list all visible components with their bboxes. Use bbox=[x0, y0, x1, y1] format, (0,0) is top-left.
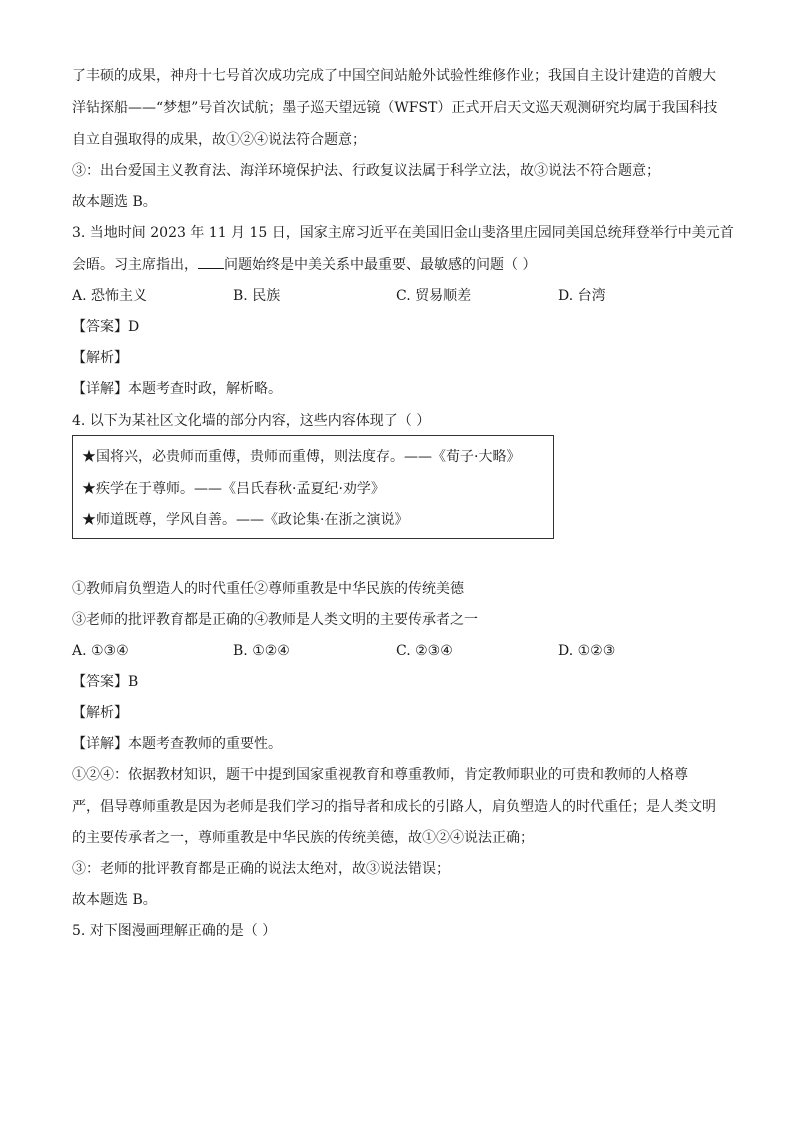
conclusion-line: 故本题选 B。 bbox=[72, 194, 157, 210]
option-d: D. 台湾 bbox=[558, 288, 606, 304]
paragraph-line: 了丰硕的成果，神舟十七号首次成功完成了中国空间站舱外试验性维修作业；我国自主设计建造的首艘大 bbox=[72, 68, 716, 84]
option-a: A. 恐怖主义 bbox=[72, 288, 148, 304]
stem-part: 会晤。习主席指出， bbox=[72, 257, 198, 273]
answer-label: 【答案】D bbox=[72, 319, 140, 335]
culture-wall-box bbox=[72, 435, 554, 539]
paragraph-line: ③：出台爱国主义教育法、海洋环境保护法、行政复议法属于科学立法，故③说法不符合题意； bbox=[72, 163, 660, 179]
paragraph-line: 自立自强取得的成果，故①②④说法符合题意； bbox=[72, 132, 366, 148]
option-d: D. ①②③ bbox=[558, 643, 616, 659]
question-stem-continued bbox=[72, 254, 536, 275]
option-a: A. ①③④ bbox=[72, 643, 129, 659]
analysis-label: 【解析】 bbox=[72, 350, 128, 366]
detail-text: 【详解】本题考查教师的重要性。 bbox=[72, 736, 282, 752]
conclusion-line: 故本题选 B。 bbox=[72, 892, 157, 908]
answer-options bbox=[72, 641, 712, 661]
detail-text: 【详解】本题考查时政，解析略。 bbox=[72, 381, 282, 397]
statement-line: ③老师的批评教育都是正确的④教师是人类文明的主要传承者之一 bbox=[72, 612, 478, 628]
paragraph-line: 洋钻探船——“梦想”号首次试航；墨子巡天望远镜（WFST）正式开启天文巡天观测研究均属于我国科技 bbox=[72, 100, 718, 116]
statement-line: ①教师肩负塑造人的时代重任②尊师重教是中华民族的传统美德 bbox=[72, 581, 464, 597]
option-b: B. 民族 bbox=[233, 288, 281, 304]
explanation-line: ①②④：依据教材知识，题干中提到国家重视教育和尊重教师，肯定教师职业的可贵和教师的人格尊 bbox=[72, 767, 688, 783]
answer-options bbox=[72, 286, 712, 306]
question-stem: 4. 以下为某社区文化墙的部分内容，这些内容体现了（ ） bbox=[72, 413, 431, 429]
fill-blank bbox=[198, 254, 224, 269]
explanation-line: 的主要传承者之一，尊师重教是中华民族的传统美德，故①②④说法正确； bbox=[72, 830, 534, 846]
quote-line: ★国将兴，必贵师而重傅，贵师而重傅，则法度存。——《荀子·大略》 bbox=[82, 449, 521, 465]
stem-part: 问题始终是中美关系中最重要、最敏感的问题（ ） bbox=[224, 257, 537, 273]
option-b: B. ①②④ bbox=[233, 643, 290, 659]
option-c: C. ②③④ bbox=[396, 643, 453, 659]
analysis-label: 【解析】 bbox=[72, 705, 128, 721]
explanation-line: 严，倡导尊师重教是因为老师是我们学习的指导者和成长的引路人，肩负塑造人的时代重任；是人类文明 bbox=[72, 799, 716, 815]
answer-label: 【答案】B bbox=[72, 674, 139, 690]
question-stem: 5. 对下图漫画理解正确的是（ ） bbox=[72, 923, 277, 939]
question-stem: 3. 当地时间 2023 年 11 月 15 日，国家主席习近平在美国旧金山斐洛里庄园同美国总统拜登举行中美元首 bbox=[72, 225, 734, 241]
explanation-line: ③：老师的批评教育都是正确的说法太绝对，故③说法错误； bbox=[72, 861, 450, 877]
option-c: C. 贸易顺差 bbox=[396, 288, 472, 304]
quote-line: ★疾学在于尊师。——《吕氏春秋·孟夏纪·劝学》 bbox=[82, 481, 385, 497]
quote-line: ★师道既尊，学风自善。——《政论集·在浙之演说》 bbox=[82, 512, 409, 528]
